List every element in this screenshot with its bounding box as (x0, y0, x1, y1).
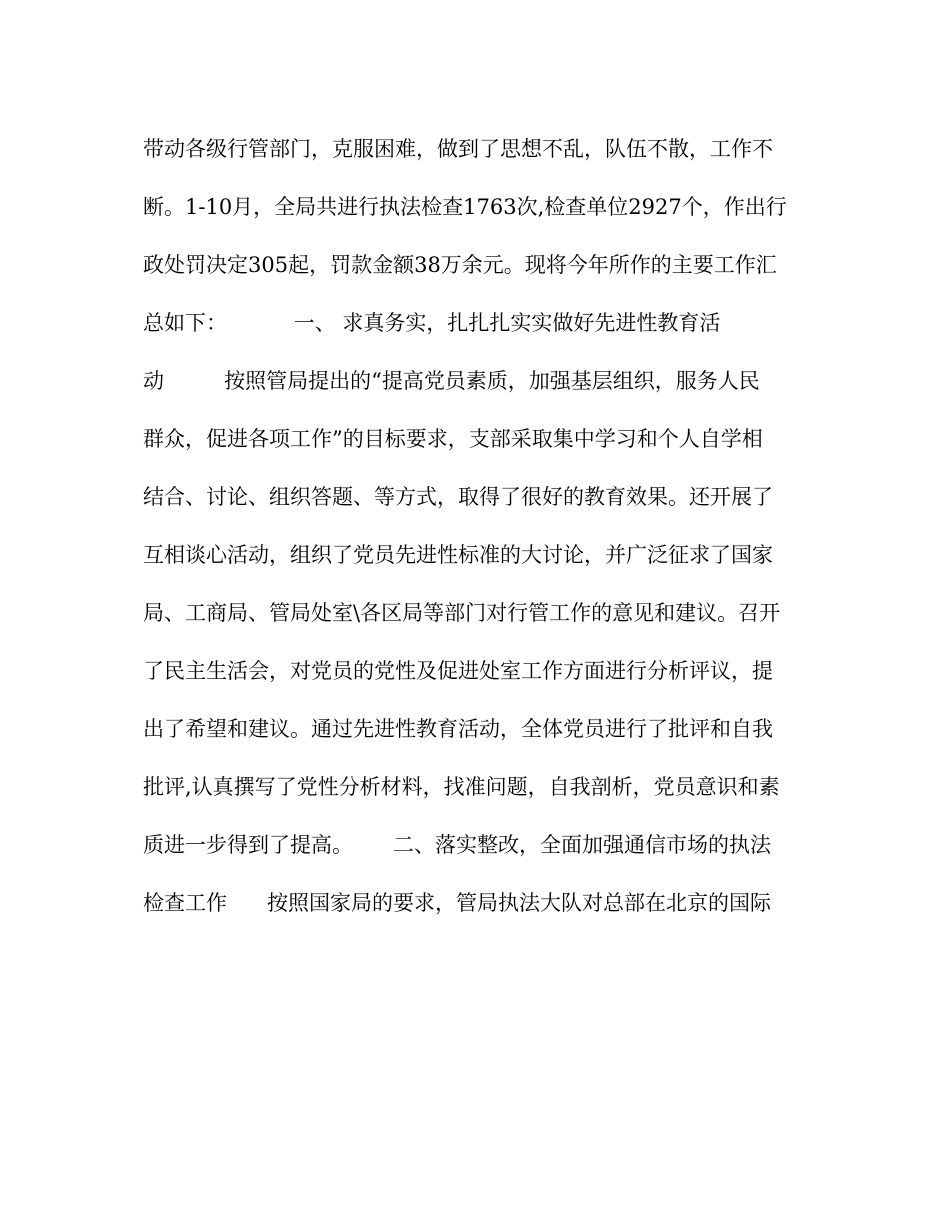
text-line-10: 了民主生活会，对党员的党性及促进处室工作方面进行分析评议，提 (143, 659, 773, 683)
text-line-12: 批评,认真撰写了党性分析材料，找准问题，自我剖析，党员意识和素 (143, 775, 780, 799)
text-line-13: 质进一步得到了提高。 二、落实整改，全面加强通信市场的执法 (143, 833, 772, 857)
text-line-1: 带动各级行管部门，克服困难，做到了思想不乱，队伍不散，工作不 (143, 137, 773, 161)
text-line-7: 结合、讨论、组织答题、等方式，取得了很好的教育效果。还开展了 (143, 485, 773, 509)
text-line-4: 总如下： 一、 求真务实，扎扎扎实实做好先进性教育活 (143, 311, 721, 335)
text-line-5: 动 按照管局提出的“提高党员素质，加强基层组织，服务人民 (143, 369, 760, 393)
text-line-11: 出了希望和建议。通过先进性教育活动，全体党员进行了批评和自我 (143, 717, 773, 741)
text-line-3: 政处罚决定305起，罚款金额38万余元。现将今年所作的主要工作汇 (143, 253, 777, 277)
text-line-8: 互相谈心活动，组织了党员先进性标准的大讨论，并广泛征求了国家 (143, 543, 773, 567)
text-line-6: 群众，促进各项工作”的目标要求，支部采取集中学习和个人自学相 (143, 427, 763, 451)
text-line-2: 断。1-10月，全局共进行执法检查1763次,检查单位2927个，作出行 (143, 195, 787, 219)
document-body (143, 120, 823, 932)
text-line-14: 检查工作 按照国家局的要求，管局执法大队对总部在北京的国际 (143, 891, 772, 915)
text-line-9: 局、工商局、管局处室\各区局等部门对行管工作的意见和建议。召开 (143, 601, 781, 625)
